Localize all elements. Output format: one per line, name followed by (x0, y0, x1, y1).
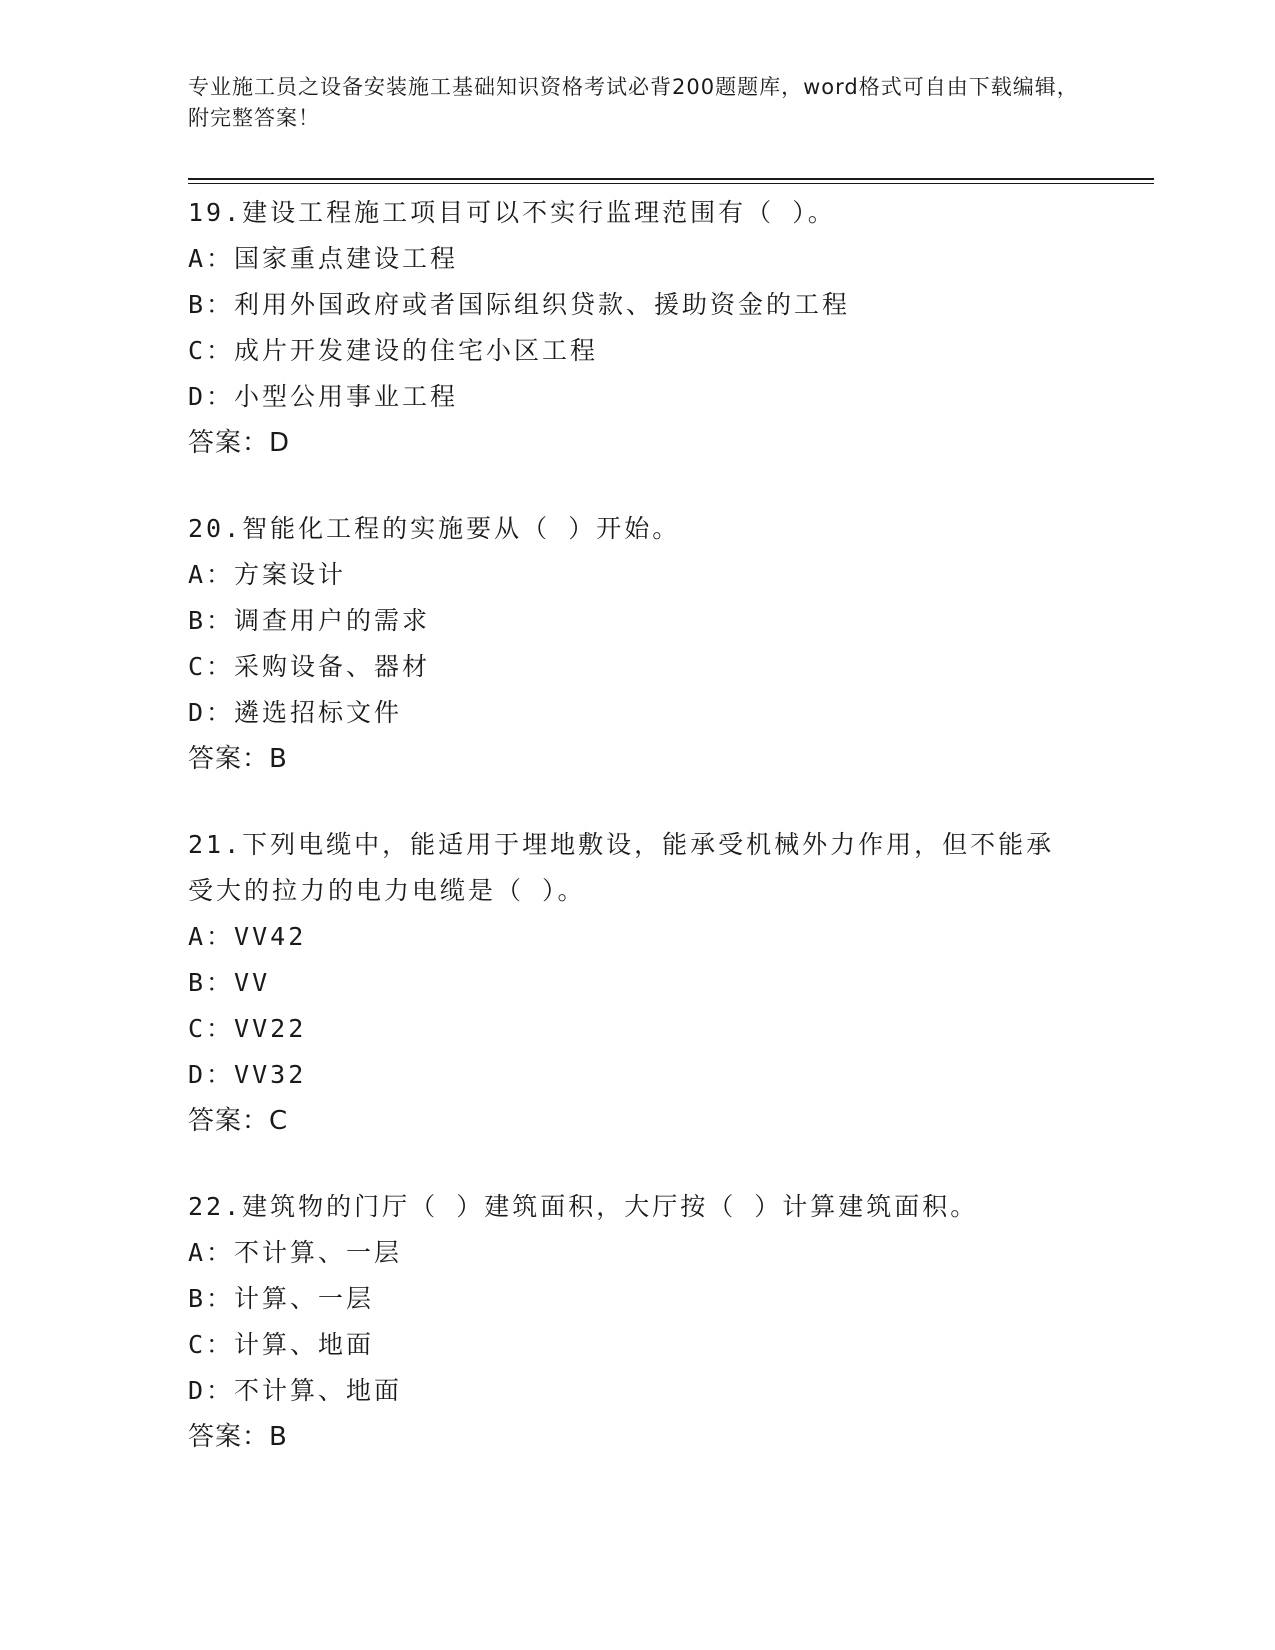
option-c: C：采购设备、器材 (188, 652, 431, 681)
option-a: A：国家重点建设工程 (188, 244, 459, 273)
question-list (188, 190, 1088, 1500)
question-20 (188, 506, 1088, 782)
option-d: D：小型公用事业工程 (188, 382, 459, 411)
header-divider-thin (188, 183, 1154, 184)
question-21 (188, 822, 1088, 1144)
answer: 答案：B (188, 1422, 288, 1452)
header-divider-thick (188, 178, 1154, 180)
option-c: C：成片开发建设的住宅小区工程 (188, 336, 599, 365)
question-19 (188, 190, 1088, 466)
option-c: C：计算、地面 (188, 1330, 375, 1359)
answer: 答案：C (188, 1106, 289, 1136)
option-d: D：不计算、地面 (188, 1376, 403, 1405)
answer: 答案：B (188, 744, 288, 774)
option-b: B：计算、一层 (188, 1284, 375, 1313)
option-d: D：VV32 (188, 1060, 307, 1089)
option-a: A：方案设计 (188, 560, 347, 589)
option-c: C：VV22 (188, 1014, 307, 1043)
question-22 (188, 1184, 1088, 1460)
option-b: B：利用外国政府或者国际组织贷款、援助资金的工程 (188, 290, 851, 319)
option-b: B：VV (188, 968, 271, 997)
question-text: 19.建设工程施工项目可以不实行监理范围有（ ）。 (188, 198, 836, 227)
document-header: 专业施工员之设备安装施工基础知识资格考试必背200题题库，word格式可自由下载编辑，附完整答案！ (188, 75, 1079, 130)
answer: 答案：D (188, 428, 291, 458)
option-a: A：不计算、一层 (188, 1238, 403, 1267)
option-d: D：遴选招标文件 (188, 698, 403, 727)
question-text: 21.下列电缆中，能适用于埋地敷设，能承受机械外力作用，但不能承受大的拉力的电力电缆是（ ）。 (188, 830, 1055, 905)
option-a: A：VV42 (188, 922, 307, 951)
option-b: B：调查用户的需求 (188, 606, 431, 635)
question-text: 20.智能化工程的实施要从（ ）开始。 (188, 514, 681, 543)
question-text: 22.建筑物的门厅（ ）建筑面积，大厅按（ ）计算建筑面积。 (188, 1192, 979, 1221)
